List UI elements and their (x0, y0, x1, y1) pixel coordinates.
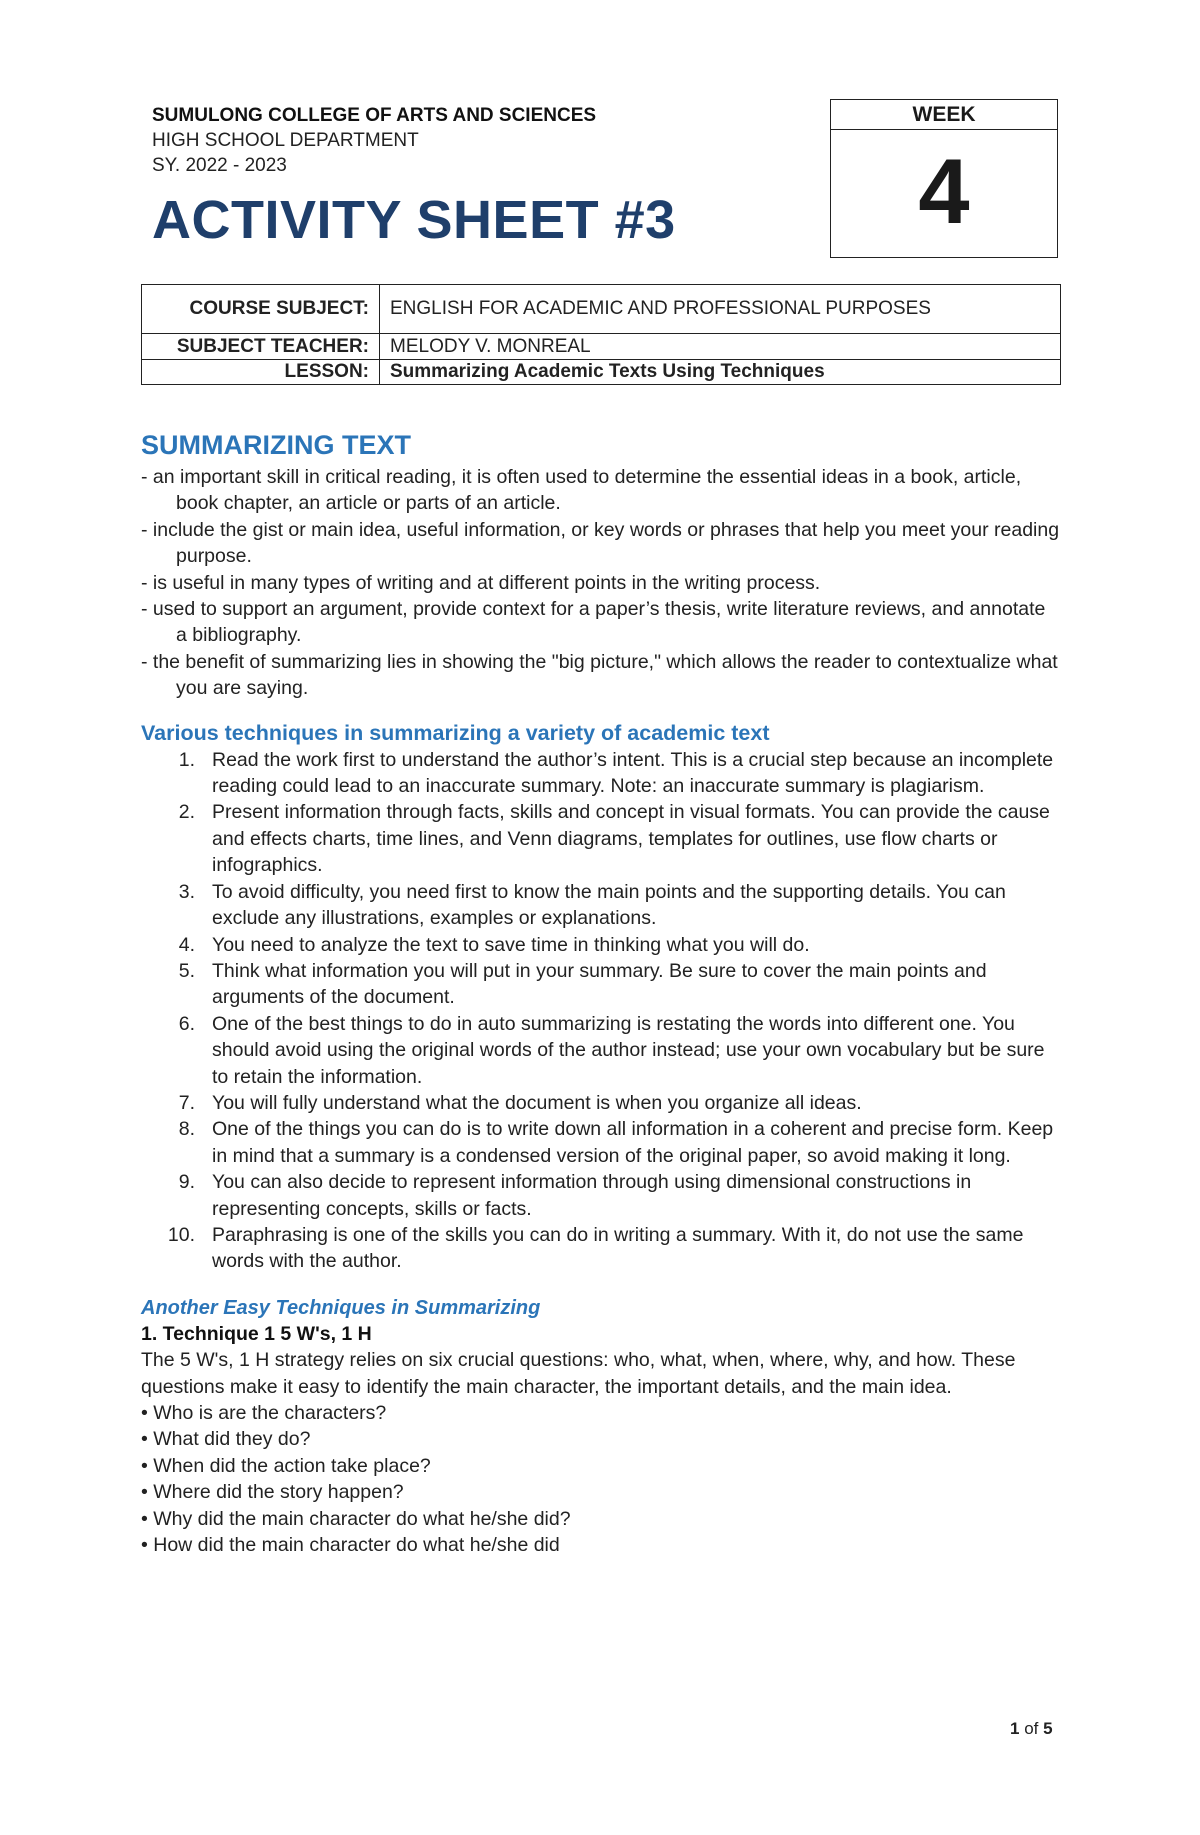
summarizing-heading: SUMMARIZING TEXT (141, 430, 411, 460)
item-text: Think what information you will put in your summary. Be sure to cover the main points and arguments of the document. (212, 959, 987, 1009)
item-text: Paraphrasing is one of the skills you can do in writing a summary. With it, do not use the same words with the author. (212, 1223, 1024, 1273)
page-of: of (1024, 1719, 1039, 1738)
item-text: Read the work first to understand the author’s intent. This is a crucial step because an incomplete reading could lead to an inaccurate summary. Note: an inaccurate summary is plagiarism. (212, 748, 1054, 798)
item-text: You need to analyze the text to save time in thinking what you will do. (212, 933, 810, 956)
technique-title: 1. Technique 1 5 W's, 1 H (141, 1322, 372, 1345)
question-item: • What did they do? (141, 1428, 311, 1451)
list-item (141, 958, 1061, 1011)
techniques-list (141, 747, 1061, 1275)
item-number: 5. (178, 959, 195, 982)
week-label: WEEK (831, 100, 1057, 130)
list-item (141, 879, 1061, 932)
question-item: • How did the main character do what he/she did (141, 1534, 560, 1557)
lesson-value: Summarizing Academic Texts Using Techniques (380, 360, 1061, 385)
question-item: • Where did the story happen? (141, 1481, 404, 1504)
week-box (830, 99, 1058, 258)
page-current: 1 (1010, 1719, 1020, 1738)
item-text: To avoid difficulty, you need first to know the main points and the supporting details. You can exclude any illustrations, examples or explanations. (212, 880, 1006, 930)
definition-item: - an important skill in critical reading, it is often used to determine the essential ideas in a book, article, book chapter, an article or parts of an article. (141, 466, 1022, 515)
list-item (141, 1222, 1061, 1275)
list-item (141, 1090, 1061, 1116)
question-item: • When did the action take place? (141, 1454, 431, 1477)
item-number: 9. (178, 1171, 195, 1194)
question-item: • Why did the main character do what he/she did? (141, 1507, 571, 1530)
item-text: Present information through facts, skills and concept in visual formats. You can provide the cause and effects charts, time lines, and Venn diagrams, templates for outlines, use flow charts or infographics. (212, 801, 1050, 877)
definition-item: - include the gist or main idea, useful information, or key words or phrases that help you meet your reading purpose. (141, 518, 1060, 568)
info-table (141, 284, 1061, 385)
sheet-title: ACTIVITY SHEET #3 (152, 190, 676, 250)
definition-item: - is useful in many types of writing and at different points in the writing process. (141, 571, 821, 594)
item-text: One of the best things to do in auto summarizing is restating the words into different one. You should avoid using the original words of the author instead; use your own vocabulary but be sure to retain the information. (212, 1012, 1045, 1088)
lesson-row (142, 360, 1061, 385)
school-name: SUMULONG COLLEGE OF ARTS AND SCIENCES (152, 105, 597, 126)
easy-techniques-heading: Another Easy Techniques in Summarizing (141, 1296, 541, 1319)
list-item (141, 1169, 1061, 1222)
page-number (1010, 1719, 1053, 1739)
list-item (141, 932, 1061, 958)
question-item: • Who is are the characters? (141, 1402, 387, 1424)
list-item (141, 747, 1061, 800)
item-number: 1. (178, 748, 195, 771)
teacher-label: SUBJECT TEACHER: (142, 334, 380, 360)
item-text: You will fully understand what the document is when you organize all ideas. (212, 1091, 862, 1114)
course-label: COURSE SUBJECT: (142, 285, 380, 334)
course-value: ENGLISH FOR ACADEMIC AND PROFESSIONAL PURPOSES (380, 285, 1061, 334)
definition-item: - used to support an argument, provide context for a paper’s thesis, write literature reviews, and annotate a bibliography. (141, 598, 1046, 647)
teacher-value: MELODY V. MONREAL (380, 334, 1061, 360)
list-item (141, 1011, 1061, 1090)
item-number: 10. (167, 1223, 195, 1246)
document-body (141, 428, 1061, 1558)
week-number: 4 (918, 141, 970, 243)
teacher-row (142, 334, 1061, 360)
item-number: 2. (178, 801, 195, 824)
item-number: 8. (178, 1118, 195, 1141)
document-header (152, 104, 832, 250)
item-number: 4. (178, 933, 195, 956)
lesson-label: LESSON: (142, 360, 380, 385)
course-row (142, 285, 1061, 334)
department: HIGH SCHOOL DEPARTMENT (152, 130, 419, 151)
item-number: 7. (178, 1091, 195, 1114)
list-item (141, 1116, 1061, 1169)
item-text: You can also decide to represent information through using dimensional constructions in representing concepts, skills or facts. (212, 1171, 972, 1220)
item-text: One of the things you can do is to write down all information in a coherent and precise form. Keep in mind that a summary is a condensed version of the original paper, so avoid making it long. (212, 1118, 1054, 1167)
techniques-heading: Various techniques in summarizing a variety of academic text (141, 720, 770, 745)
page-total: 5 (1043, 1719, 1053, 1738)
school-year: SY. 2022 - 2023 (152, 155, 287, 176)
list-item (141, 799, 1061, 878)
definition-item: - the benefit of summarizing lies in showing the "big picture," which allows the reader to contextualize what you are saying. (141, 650, 1058, 700)
item-number: 6. (178, 1012, 195, 1035)
item-number: 3. (178, 880, 195, 903)
technique-description: The 5 W's, 1 H strategy relies on six crucial questions: who, what, when, where, why, and how. These questions make it easy to identify the main character, the important details, and the main idea. (141, 1349, 1016, 1398)
